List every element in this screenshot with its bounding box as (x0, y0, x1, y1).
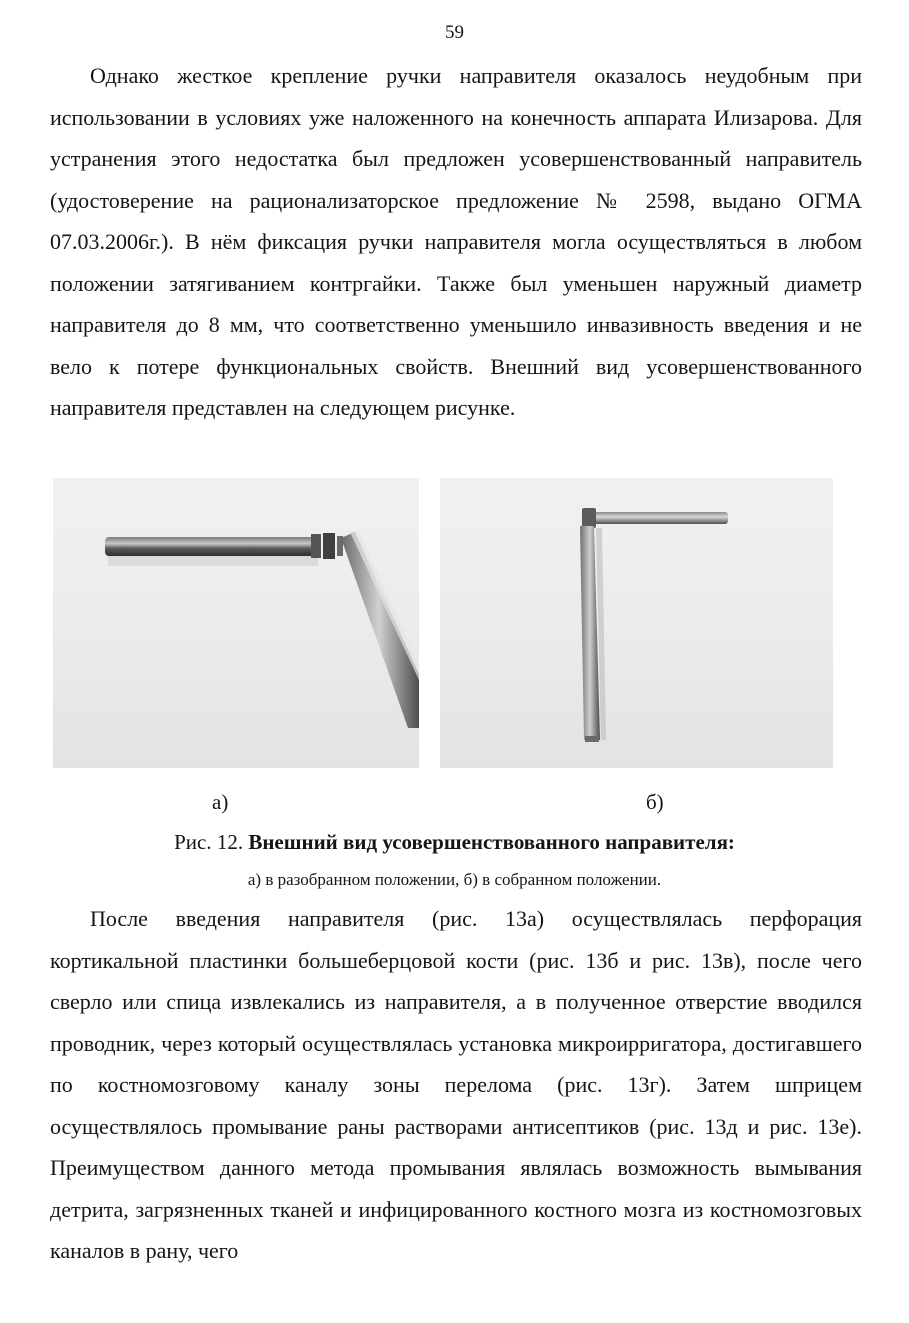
paragraph-intro: Однако жесткое крепление ручки направителя оказалось неудобным при использовании в условиях уже наложенного на конечность аппарата Илизарова. Для устранения этого недостатка был предложен усовершенствованный направитель (удостоверение на рационализаторское предложение № 2598, выдано ОГМА 07.03.2006г.). В нём фиксация ручки направителя могла осуществляться в любом положении затягиванием контргайки. Также был уменьшен наружный диаметр направителя до 8 мм, что соответственно уменьшило инвазивность введения и не вело к потере функциональных свойств. Внешний вид усовершенствованного направителя представлен на следующем рисунке. (50, 63, 862, 420)
figure-label-a: а) (212, 790, 229, 814)
figure-label-b: б) (646, 790, 664, 814)
photo-assembled-guide (440, 478, 833, 768)
paragraph-procedure: После введения направителя (рис. 13а) осуществлялась перфорация кортикальной пластинки большеберцовой кости (рис. 13б и рис. 13в), после чего сверло или спица извлекались из направителя, а в полученное отверстие вводился проводник, через который осуществлялась установка микроирригатора, достигавшего по костномозговому каналу зоны перелома (рис. 13г). Затем шприцем осуществлялось промывание раны растворами антисептиков (рис. 13д и рис. 13е). Преимуществом данного метода промывания являлась возможность вымывания детрита, загрязненных тканей и инфицированного костного мозга из костномозговых каналов в рану, чего (50, 906, 862, 1263)
page-number: 59 (445, 22, 464, 43)
photo-disassembled-guide (53, 478, 419, 768)
caption-title: Внешний вид усовершенствованного направителя: (248, 830, 735, 854)
figure-caption (0, 830, 909, 855)
caption-prefix: Рис. 12. (174, 830, 244, 854)
caption-subtitle: а) в разобранном положении, б) в собранном положении. (247, 870, 662, 889)
